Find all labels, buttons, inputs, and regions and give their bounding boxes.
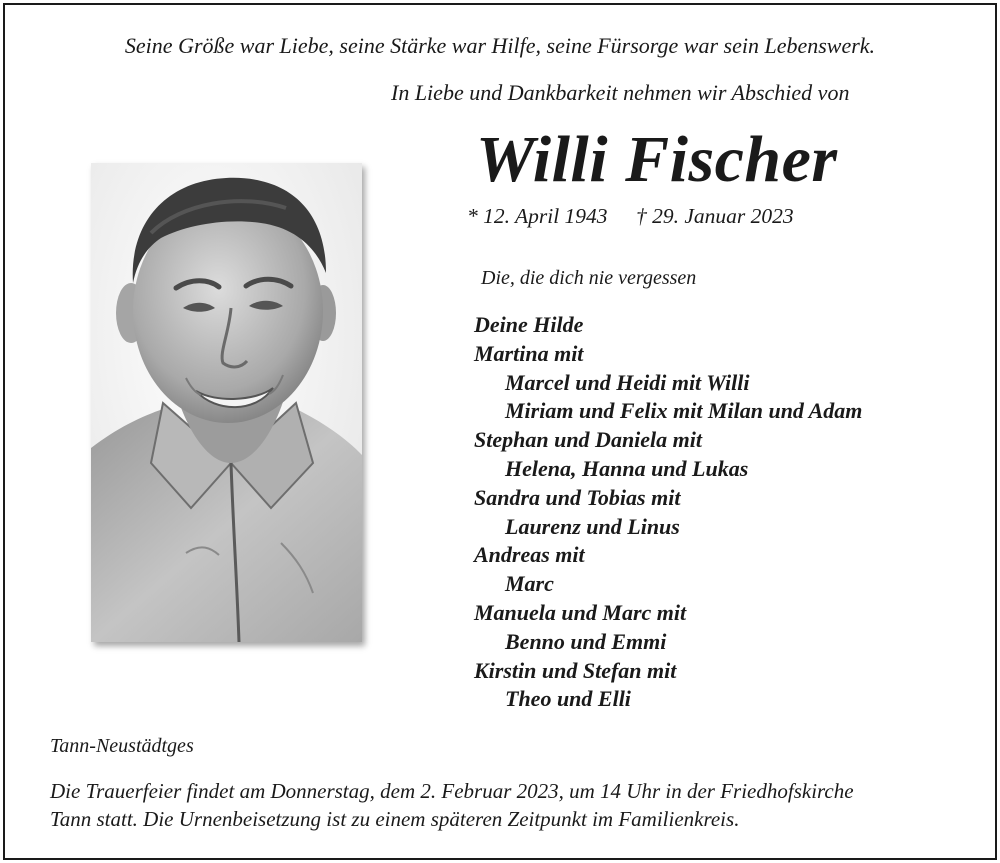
- mourner-line: Andreas mit: [474, 542, 585, 568]
- mourner-line: Miriam und Felix mit Milan und Adam: [505, 398, 863, 424]
- mourners-intro: Die, die dich nie vergessen: [481, 267, 697, 289]
- portrait-illustration: [91, 163, 362, 642]
- place-name: Tann-Neustädtges: [50, 735, 194, 757]
- notice-line: Die Trauerfeier findet am Donnerstag, dem 2. Februar 2023, um 14 Uhr in der Friedhofskirche: [50, 779, 854, 803]
- funeral-notice: [50, 777, 970, 833]
- birth-date: * 12. April 1943: [467, 204, 608, 228]
- mourner-line: Manuela und Marc mit: [474, 599, 687, 625]
- intro-text: In Liebe und Dankbarkeit nehmen wir Abschied von: [391, 80, 850, 105]
- mourner-line: Stephan und Daniela mit: [474, 427, 703, 453]
- mourner-line: Theo und Elli: [505, 686, 631, 712]
- motto: Seine Größe war Liebe, seine Stärke war Hilfe, seine Fürsorge war sein Lebenswerk.: [124, 33, 876, 58]
- mourner-line: Sandra und Tobias mit: [474, 484, 681, 510]
- deceased-name: Willi Fischer: [476, 123, 838, 196]
- mourner-line: Helena, Hanna und Lukas: [505, 455, 749, 481]
- notice-line: Tann statt. Die Urnenbeisetzung ist zu einem späteren Zeitpunkt im Familienkreis.: [50, 807, 740, 831]
- mourners-list: [474, 311, 862, 714]
- mourner-line: Marcel und Heidi mit Willi: [505, 369, 750, 395]
- mourner-line: Deine Hilde: [474, 312, 584, 337]
- mourner-line: Martina mit: [474, 340, 584, 366]
- mourner-line: Kirstin und Stefan mit: [474, 657, 677, 683]
- death-date: † 29. Januar 2023: [636, 204, 794, 228]
- mourner-line: Marc: [505, 571, 554, 597]
- mourner-line: Benno und Emmi: [505, 628, 667, 654]
- mourner-line: Laurenz und Linus: [505, 513, 680, 539]
- portrait-photo: [91, 163, 362, 642]
